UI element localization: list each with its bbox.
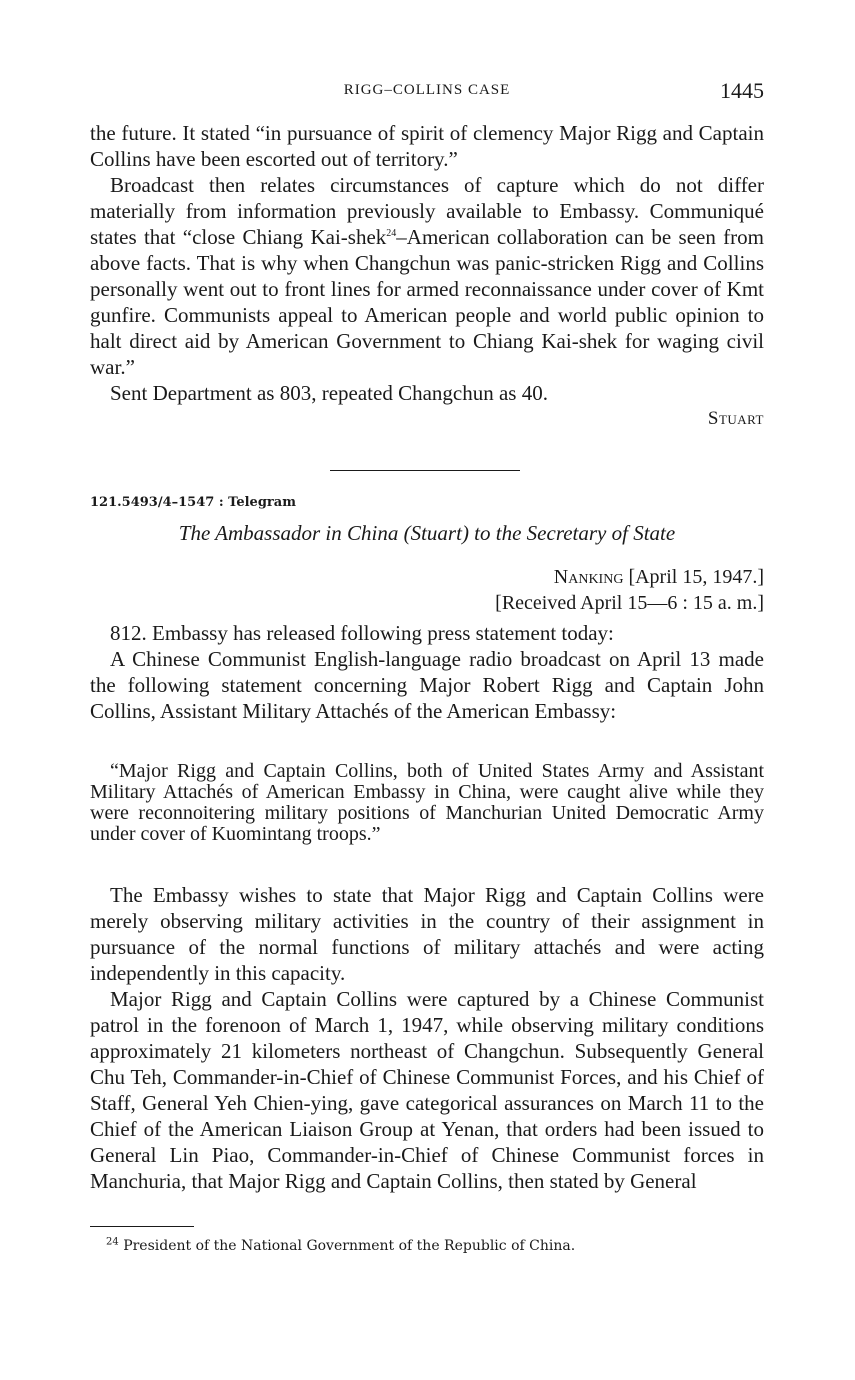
footnote bbox=[106, 1238, 575, 1254]
dateline-place-date bbox=[495, 564, 764, 590]
received-line: [Received April 15—6 : 15 a. m.] bbox=[495, 592, 764, 614]
telegram-paragraph: A Chinese Communist English-language radio broadcast on April 13 made the following statement concerning Major Robert Rigg and Captain John Collins, Assistant Military Attachés of the American Embassy: bbox=[90, 647, 764, 723]
telegram-paragraph: The Embassy wishes to state that Major Rigg and Captain Collins were merely observing military activities in the country of their assignment in pursuance of the normal functions of military attachés and were acting independently in this capacity. bbox=[90, 883, 764, 985]
footnote-rule bbox=[90, 1226, 194, 1227]
telegram-paragraph: Major Rigg and Captain Collins were captured by a Chinese Communist patrol in the forenoon of March 1, 1947, while observing military conditions approximately 21 kilometers northeast of Changchun. Subsequently General Chu Teh, Commander-in-Chief of Chinese Communist Forces, and his Chief of Staff, General Yeh Chien-ying, gave categorical assurances on March 11 to the Chief of the American Liaison Group at Yenan, that orders had been issued to General Lin Piao, Commander-in-Chief of Chinese Communist forces in Manchuria, that Major Rigg and Captain Collins, then stated by General bbox=[90, 987, 764, 1193]
section-divider bbox=[330, 470, 520, 471]
quoted-statement: “Major Rigg and Captain Collins, both of United States Army and Assistant Military Attachés of American Embassy in China, were caught alive while they were reconnoitering military positions of Manchurian United Democratic Army under cover of Kuomintang troops.” bbox=[90, 760, 764, 845]
broadcast-text-start: Broadcast then relates circumstances of capture which do not differ materially from information previously available to Embassy. Communiqué states that “close Chiang Kai-shek bbox=[90, 173, 764, 249]
telegram-paragraph: 812. Embassy has released following press statement today: bbox=[110, 621, 614, 645]
footnote-reference: 24 bbox=[386, 228, 397, 239]
file-reference: 121.5493/4–1547 : Telegram bbox=[90, 495, 296, 510]
signature: Stuart bbox=[707, 408, 764, 429]
footnote-number: 24 bbox=[106, 1236, 119, 1248]
document-title: The Ambassador in China (Stuart) to the Secretary of State bbox=[178, 521, 676, 545]
sent-department-paragraph: Sent Department as 803, repeated Changchun as 40. bbox=[110, 381, 548, 405]
continuation-text bbox=[90, 120, 764, 432]
running-title: RIGG–COLLINS CASE bbox=[343, 82, 511, 98]
continuation-paragraph: the future. It stated “in pursuance of spirit of clemency Major Rigg and Captain Collins have been escorted out of territory.” bbox=[90, 121, 764, 171]
running-head bbox=[90, 78, 764, 104]
telegram-intro bbox=[90, 620, 764, 724]
page-number: 1445 bbox=[720, 78, 764, 103]
dateline bbox=[495, 564, 764, 616]
broadcast-paragraph bbox=[90, 172, 764, 380]
broadcast-text-end: –American collaboration can be seen from above facts. That is why when Changchun was panic-stricken Rigg and Collins personally went out to front lines for armed reconnaissance under cover of Kmt gunfire. Communists appeal to American people and world public opinion to halt direct aid by American Government to Chiang Kai-shek for waging civil war.” bbox=[90, 225, 764, 379]
dateline-date: [April 15, 1947.] bbox=[628, 566, 764, 588]
telegram-body bbox=[90, 882, 764, 1194]
dateline-place: Nanking bbox=[553, 566, 624, 588]
footnote-text: President of the National Government of the Republic of China. bbox=[123, 1238, 576, 1254]
block-quote bbox=[90, 761, 764, 845]
